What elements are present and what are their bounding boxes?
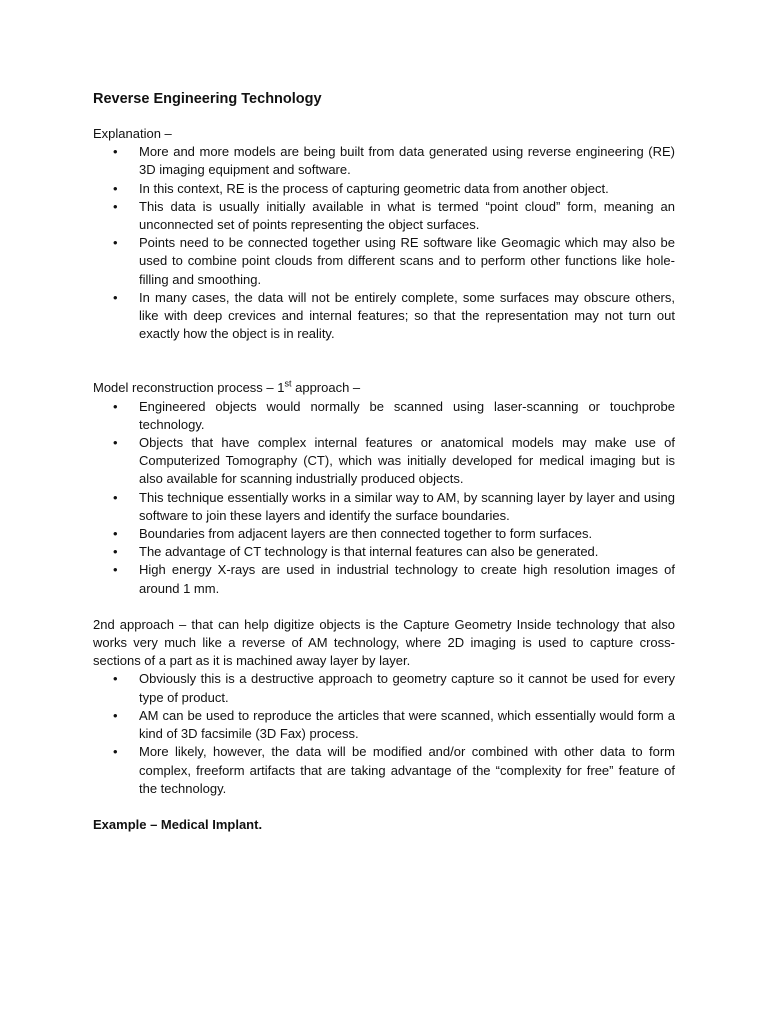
list-item: • More and more models are being built from data generated using reverse engineering (RE) 3D imaging equipment and software. (93, 143, 675, 179)
list-item: • The advantage of CT technology is that internal features can also be generated. (93, 543, 675, 561)
approach2-list (93, 670, 675, 797)
document-body (93, 89, 675, 834)
list-item: • AM can be used to reproduce the articles that were scanned, which essentially would form a kind of 3D facsimile (3D Fax) process. (93, 707, 675, 743)
approach1-heading-suffix: approach – (291, 380, 361, 396)
list-item: • High energy X-rays are used in industrial technology to create high resolution images of around 1 mm. (93, 561, 675, 597)
list-item: • More likely, however, the data will be modified and/or combined with other data to form complex, freeform artifacts that are taking advantage of the “complexity for free” feature of the technology. (93, 743, 675, 798)
example-heading: Example – Medical Implant. (93, 816, 263, 832)
list-item: • Objects that have complex internal features or anatomical models may make use of Computerized Tomography (CT), which was initially developed for medical imaging but is also available for scanning industrially produced objects. (93, 434, 675, 489)
list-item: • This data is usually initially available in what is termed “point cloud” form, meaning an unconnected set of points representing the object surfaces. (93, 198, 675, 234)
approach1-list (93, 398, 675, 598)
explanation-list (93, 143, 675, 343)
list-item: • This technique essentially works in a similar way to AM, by scanning layer by layer and using software to join these layers and identify the surface boundaries. (93, 489, 675, 525)
document-title: Reverse Engineering Technology (93, 91, 322, 107)
list-item: • Points need to be connected together using RE software like Geomagic which may also be used to combine point clouds from different scans and to perform other functions like hole-filling and smoothing. (93, 234, 675, 289)
list-item: • Boundaries from adjacent layers are then connected together to form surfaces. (93, 525, 675, 543)
approach1-heading-text: Model reconstruction process – 1 (93, 380, 285, 396)
explanation-heading: Explanation – (93, 126, 172, 141)
list-item: • In this context, RE is the process of capturing geometric data from another object. (93, 180, 675, 198)
list-item: • Engineered objects would normally be scanned using laser-scanning or touchprobe technology. (93, 398, 675, 434)
list-item: • Obviously this is a destructive approach to geometry capture so it cannot be used for every type of product. (93, 670, 675, 706)
list-item: • In many cases, the data will not be entirely complete, some surfaces may obscure others, like with deep crevices and internal features; so that the representation may not turn out exactly how the object is in reality. (93, 289, 675, 344)
approach1-heading-sup: st (284, 379, 292, 390)
approach1-heading (93, 379, 675, 397)
approach2-paragraph: 2nd approach – that can help digitize objects is the Capture Geometry Inside technology that also works very much like a reverse of AM technology, where 2D imaging is used to capture cross-sections of a part as it is machined away layer by layer. (93, 616, 675, 669)
